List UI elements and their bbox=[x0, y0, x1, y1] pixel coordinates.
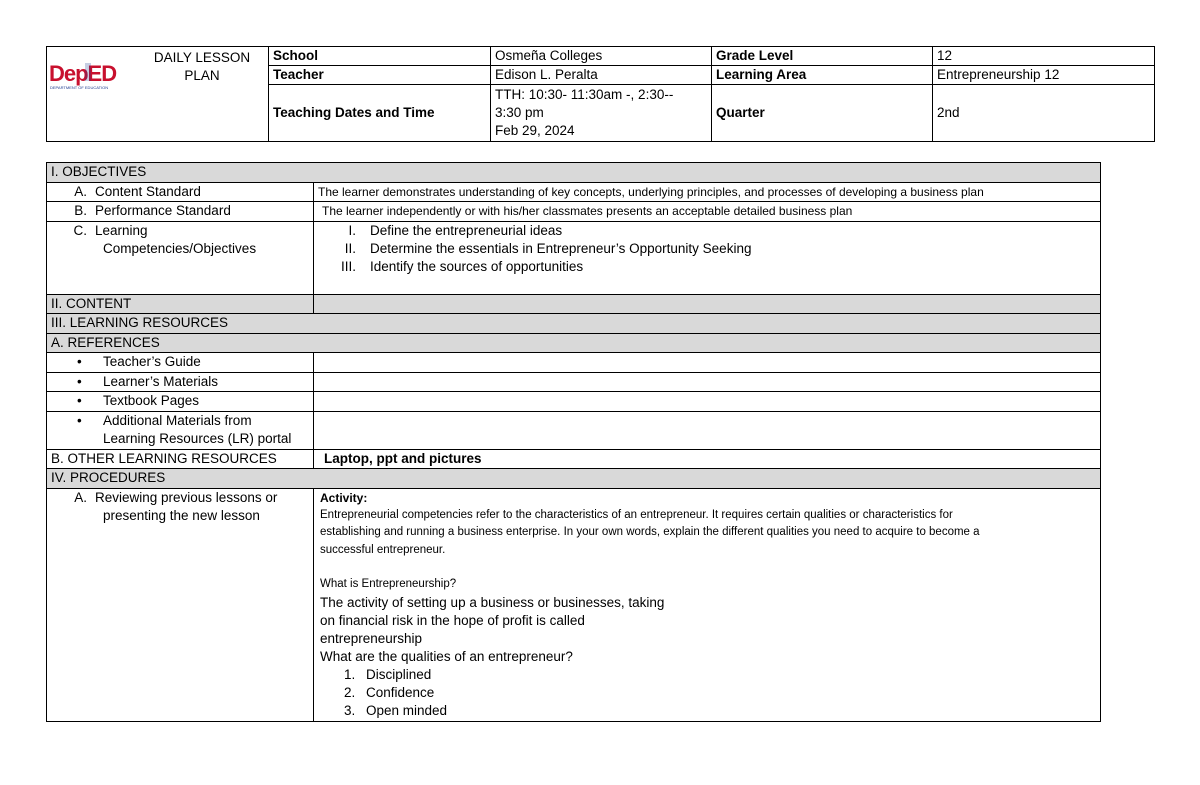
procedures-heading: IV. PROCEDURES bbox=[47, 469, 1101, 489]
teacher-value: Edison L. Peralta bbox=[491, 66, 712, 85]
dates-value bbox=[491, 85, 712, 142]
reference-label: Teacher’s Guide bbox=[103, 354, 201, 370]
content-standard-value: The learner demonstrates understanding of key concepts, underlying principles, and processes of developing a business plan bbox=[314, 182, 1101, 202]
activity-text-1: Entrepreneurial competencies refer to the characteristics of an entrepreneur. It requires certain qualities or characteristics for bbox=[320, 508, 953, 521]
dates-label: Teaching Dates and Time bbox=[269, 85, 491, 142]
quality-text: Confidence bbox=[366, 684, 435, 700]
competency-item bbox=[318, 222, 1096, 240]
content-standard-label bbox=[47, 182, 314, 202]
competencies-label-2: Competencies/Objectives bbox=[103, 240, 257, 256]
content-standard-text: Content Standard bbox=[95, 183, 201, 199]
content-standard-letter: A. bbox=[74, 183, 87, 199]
logo-text: DepED bbox=[49, 61, 117, 86]
quality-item bbox=[320, 684, 1096, 702]
question-1: What is Entrepreneurship? bbox=[320, 578, 457, 590]
bullet-icon: • bbox=[77, 393, 82, 409]
question-2: What are the qualities of an entrepreneur? bbox=[320, 648, 573, 664]
answer-1-line3: entrepreneurship bbox=[320, 630, 423, 646]
school-value: Osmeña Colleges bbox=[491, 47, 712, 66]
quality-item bbox=[320, 702, 1096, 720]
competencies-label-1: Learning bbox=[95, 222, 148, 238]
competency-text: Identify the sources of opportunities bbox=[370, 258, 584, 274]
quarter-value: 2nd bbox=[933, 85, 1155, 142]
lesson-table bbox=[46, 162, 1101, 722]
competency-item bbox=[318, 258, 1096, 276]
doc-title bbox=[147, 49, 257, 85]
reference-value bbox=[314, 372, 1101, 392]
competency-item bbox=[318, 240, 1096, 258]
performance-standard-value: The learner independently or with his/her classmates presents an acceptable detailed business plan bbox=[314, 202, 1101, 222]
quality-num: 1. bbox=[344, 666, 356, 682]
additional-line1: Additional Materials from bbox=[103, 413, 252, 428]
activity-text-3: successful entrepreneur. bbox=[320, 543, 446, 556]
performance-standard-letter: B. bbox=[74, 203, 87, 219]
reference-label: Learner’s Materials bbox=[103, 373, 219, 389]
quality-num: 2. bbox=[344, 684, 356, 700]
school-label: School bbox=[269, 47, 491, 66]
resources-heading: III. LEARNING RESOURCES bbox=[47, 314, 1101, 334]
other-resources-value: Laptop, ppt and pictures bbox=[314, 449, 1101, 469]
competencies-letter: C. bbox=[73, 222, 87, 238]
grade-value: 12 bbox=[933, 47, 1155, 66]
logo-subtext: DEPARTMENT OF EDUCATION bbox=[50, 85, 109, 90]
teacher-label: Teacher bbox=[269, 66, 491, 85]
area-label: Learning Area bbox=[712, 66, 933, 85]
additional-line2: Learning Resources (LR) portal bbox=[103, 431, 292, 446]
activity-text-2: establishing and running a business enterprise. In your own words, explain the different qualities you need to acquire to become a bbox=[320, 526, 980, 538]
procedure-a-letter: A. bbox=[74, 489, 87, 505]
quality-num: 3. bbox=[344, 702, 356, 718]
reference-item bbox=[47, 372, 314, 392]
activity-title: Activity: bbox=[320, 490, 368, 505]
bullet-icon: • bbox=[77, 373, 82, 389]
answer-1-line2: on financial risk in the hope of profit is called bbox=[320, 612, 585, 628]
content-value bbox=[314, 294, 1101, 314]
content-heading: II. CONTENT bbox=[47, 294, 314, 314]
doc-title-line2: PLAN bbox=[184, 68, 220, 83]
logo-cell bbox=[47, 47, 269, 142]
other-resources-label: B. OTHER LEARNING RESOURCES bbox=[47, 449, 314, 469]
competency-num: I. bbox=[348, 222, 356, 238]
area-value: Entrepreneurship 12 bbox=[933, 66, 1155, 85]
additional-materials-label bbox=[47, 411, 314, 449]
procedure-a-line1: Reviewing previous lessons or bbox=[95, 489, 278, 505]
competency-num: III. bbox=[340, 258, 356, 274]
dates-line2: 3:30 pm bbox=[495, 105, 544, 120]
dates-line3: Feb 29, 2024 bbox=[495, 123, 575, 138]
deped-logo bbox=[49, 61, 141, 91]
competency-num: II. bbox=[344, 240, 356, 256]
procedure-a-content bbox=[314, 488, 1101, 721]
doc-title-line1: DAILY LESSON bbox=[153, 50, 251, 65]
reference-label: Textbook Pages bbox=[103, 393, 200, 409]
quarter-label: Quarter bbox=[712, 85, 933, 142]
competency-text: Define the entrepreneurial ideas bbox=[370, 222, 563, 238]
references-heading: A. REFERENCES bbox=[47, 333, 1101, 353]
procedure-a-line2: presenting the new lesson bbox=[103, 507, 260, 523]
bullet-icon: • bbox=[77, 413, 82, 428]
dates-line1: TTH: 10:30- 11:30am -, 2:30-- bbox=[495, 87, 674, 102]
performance-standard-label bbox=[47, 202, 314, 222]
quality-text: Open minded bbox=[366, 702, 448, 718]
quality-text: Disciplined bbox=[366, 666, 432, 682]
answer-1-line1: The activity of setting up a business or businesses, taking bbox=[320, 594, 665, 610]
objectives-heading: I. OBJECTIVES bbox=[47, 163, 1101, 183]
reference-value bbox=[314, 353, 1101, 373]
quality-item bbox=[320, 666, 1096, 684]
bullet-icon: • bbox=[77, 354, 82, 370]
header-table bbox=[46, 46, 1155, 142]
reference-item bbox=[47, 353, 314, 373]
competencies-list bbox=[314, 221, 1101, 294]
competency-text: Determine the essentials in Entrepreneur’s Opportunity Seeking bbox=[370, 240, 752, 256]
reference-item bbox=[47, 392, 314, 412]
performance-standard-text: Performance Standard bbox=[95, 203, 231, 219]
competencies-label bbox=[47, 221, 314, 294]
reference-value bbox=[314, 392, 1101, 412]
procedure-a-label bbox=[47, 488, 314, 721]
additional-materials-value bbox=[314, 411, 1101, 449]
grade-label: Grade Level bbox=[712, 47, 933, 66]
